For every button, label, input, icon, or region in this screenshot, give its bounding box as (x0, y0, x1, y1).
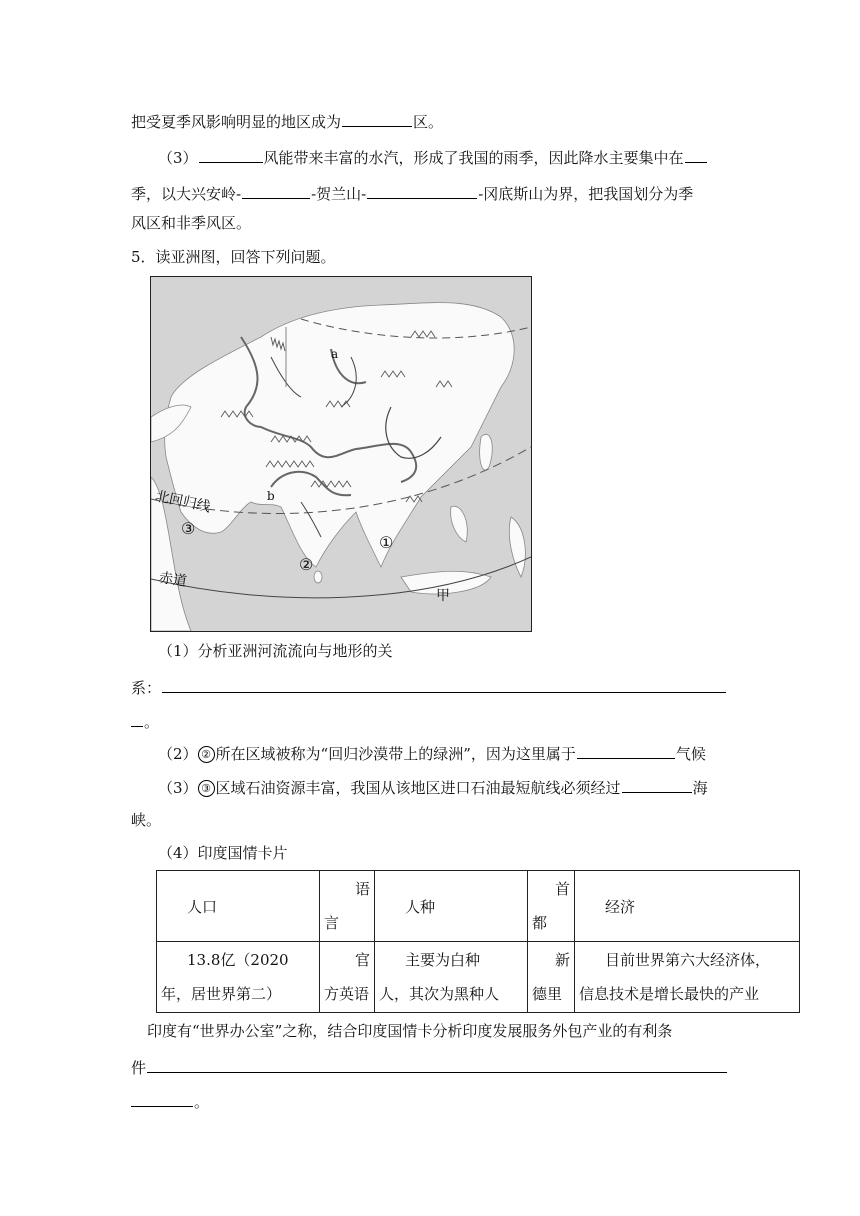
cell-text: 新 (554, 951, 570, 969)
text: 区。 (413, 113, 444, 131)
text: 系： (131, 679, 162, 697)
table-header-part: 言 (324, 914, 340, 932)
circled-number: ② (198, 746, 215, 763)
text: -冈底斯山为界，把我国划分为季 (478, 185, 694, 203)
cell-text: 信息技术是增长最快的产业 (579, 985, 760, 1003)
cell-text: 年，居世界第二） (161, 985, 282, 1003)
map-label-jia: 甲 (436, 588, 450, 604)
answer-blank[interactable] (685, 147, 707, 163)
map-label-equator: 赤道 (157, 570, 188, 590)
text: 区域石油资源丰富，我国从该地区进口石油最短航线必须经过 (215, 779, 621, 797)
text-line (158, 147, 708, 168)
table-cell (575, 942, 800, 1013)
answer-blank[interactable] (242, 183, 310, 199)
text: 气候 (675, 745, 706, 763)
table-header: 经济 (575, 871, 800, 942)
cell-text: 目前世界第六大经济体， (605, 951, 771, 969)
text: 季，以大兴安岭- (131, 185, 242, 203)
text-line: 风区和非季风区。 (131, 214, 252, 232)
answer-blank[interactable] (577, 743, 675, 759)
answer-blank[interactable] (131, 711, 143, 727)
text: （2） (158, 745, 198, 763)
table-cell (528, 942, 575, 1013)
answer-blank[interactable] (162, 677, 726, 693)
text: 。 (144, 713, 160, 731)
text-line (131, 711, 159, 732)
text-line: 印度有“世界办公室”之称，结合印度国情卡分析印度发展服务外包产业的有利条 (147, 1022, 673, 1040)
circled-number: ③ (198, 780, 215, 797)
table-header-part: 语 (354, 880, 370, 898)
answer-blank[interactable] (622, 777, 692, 793)
cell-text: 德里 (532, 985, 563, 1003)
text: -贺兰山- (311, 185, 367, 203)
table-header: 人种 (375, 871, 528, 942)
text-line (158, 743, 706, 764)
text-line (131, 677, 727, 698)
text-line (131, 1057, 728, 1078)
answer-blank[interactable] (199, 147, 263, 163)
text-line: 峡。 (131, 811, 162, 829)
map-label-a: a (331, 347, 339, 361)
table-row (157, 942, 800, 1013)
text-line: （4）印度国情卡片 (158, 844, 288, 862)
text: 把受夏季风影响明显的地区成为 (131, 113, 342, 131)
table-header (528, 871, 575, 942)
text: （3） (158, 779, 198, 797)
text: 海 (692, 779, 708, 797)
table-cell (375, 942, 528, 1013)
answer-blank[interactable] (342, 111, 412, 127)
asia-map-svg (151, 277, 531, 631)
cell-text: 方英语 (324, 985, 370, 1003)
map-number-3: ③ (181, 519, 196, 538)
text-line: （1）分析亚洲河流流向与地形的关 (158, 642, 393, 660)
answer-blank[interactable] (367, 183, 477, 199)
cell-text: 官 (354, 951, 370, 969)
text-line (131, 1091, 209, 1112)
asia-map (150, 276, 532, 632)
map-label-b: b (267, 489, 275, 503)
cell-text: 主要为白种 (405, 951, 481, 969)
table-header-row (157, 871, 800, 942)
cell-text: 人，其次为黑种人 (379, 985, 500, 1003)
answer-blank[interactable] (147, 1057, 727, 1073)
map-number-1: ① (379, 533, 394, 552)
table-header-part: 都 (532, 914, 548, 932)
text: （3） (158, 149, 198, 167)
text: 件 (131, 1059, 147, 1077)
text: 。 (194, 1093, 210, 1111)
table-cell (157, 942, 320, 1013)
text: 风能带来丰富的水汽，形成了我国的雨季，因此降水主要集中在 (263, 149, 684, 167)
question-title: 5．读亚洲图，回答下列问题。 (131, 248, 336, 266)
map-number-2: ② (299, 555, 314, 574)
map-label-tropic: 北回归线 (153, 488, 212, 516)
india-info-table (156, 870, 800, 1013)
text-line (131, 183, 693, 204)
table-cell (320, 942, 375, 1013)
table-header: 人口 (157, 871, 320, 942)
text-line (131, 111, 443, 132)
answer-blank[interactable] (131, 1091, 193, 1107)
table-header-part: 首 (554, 880, 570, 898)
text-line (158, 777, 708, 798)
table-header (320, 871, 375, 942)
text: 所在区域被称为“回归沙漠带上的绿洲”，因为这里属于 (215, 745, 576, 763)
cell-text: 13.8亿（2020 (187, 951, 289, 969)
